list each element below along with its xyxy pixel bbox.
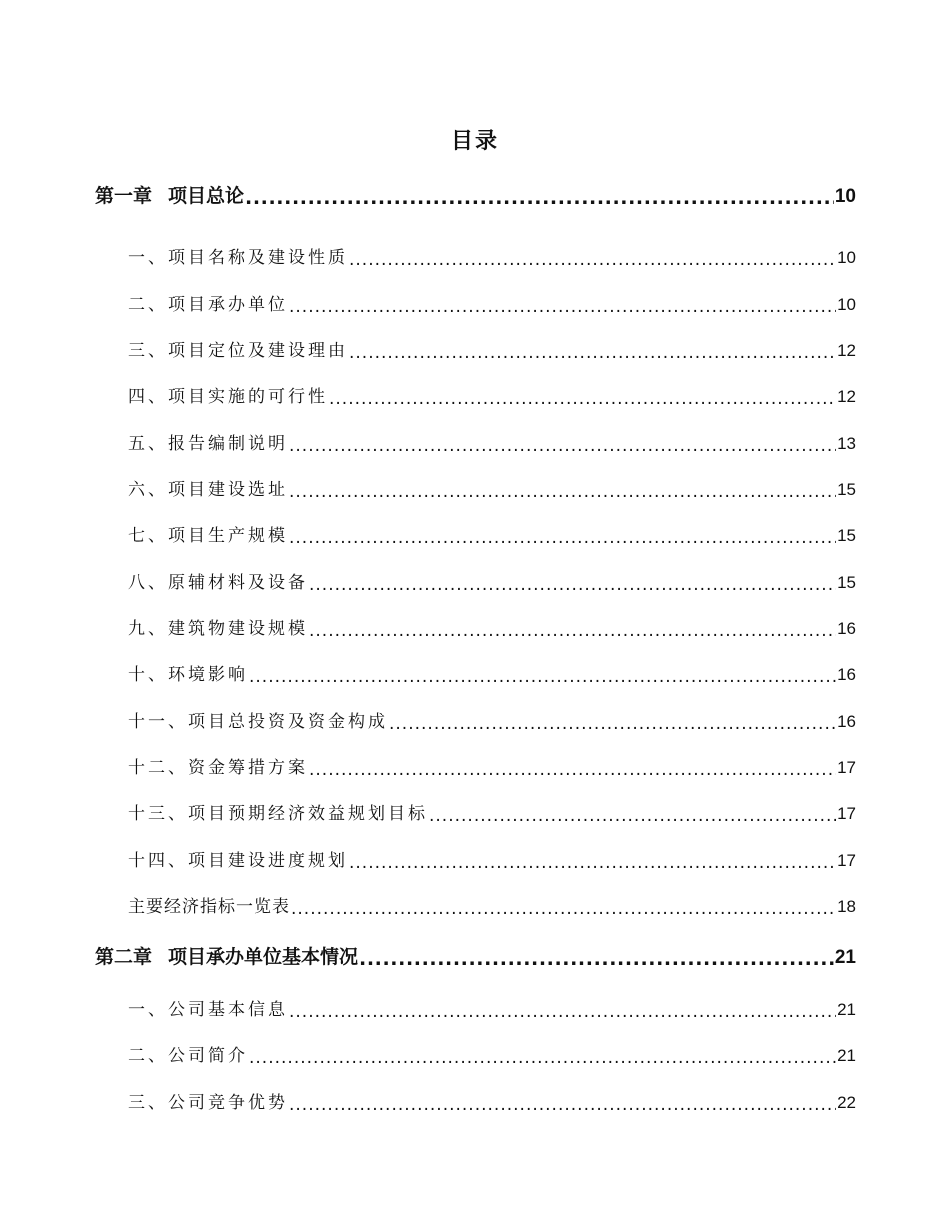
toc-entry-section[interactable] (128, 707, 856, 732)
toc-entry-chapter-1[interactable] (95, 181, 856, 208)
toc-entry-number: 三、 (128, 341, 168, 361)
toc-entry-number: 十二、 (128, 758, 188, 778)
toc-entry-label: 项目生产规模 (168, 526, 288, 546)
dot-leader (289, 436, 836, 453)
toc-entry-number: 九、 (128, 619, 168, 639)
toc-entry-label: 公司基本信息 (168, 1000, 288, 1020)
dot-leader (289, 528, 836, 545)
toc-entry-section[interactable] (128, 290, 856, 315)
toc-entry-page: 15 (837, 573, 856, 592)
toc-entry-page: 10 (837, 248, 856, 267)
toc-entry-section[interactable] (128, 614, 856, 639)
toc-entry-number: 八、 (128, 573, 168, 593)
toc-entry-page: 21 (837, 1000, 856, 1019)
toc-entry-number: 十一、 (128, 712, 188, 732)
toc-entry-number: 一、 (128, 1000, 168, 1020)
toc-entry-section[interactable] (128, 475, 856, 500)
toc-entry-section[interactable] (128, 1088, 856, 1113)
toc-entry-label: 项目承办单位基本情况 (168, 946, 359, 968)
toc-entry-label: 环境影响 (168, 665, 248, 685)
toc-entry-section[interactable] (128, 1041, 856, 1066)
toc-entry-section[interactable] (128, 753, 856, 778)
toc-entry-number: 一、 (128, 248, 168, 268)
toc-title: 目录 (450, 129, 499, 154)
toc-entry-number: 五、 (128, 434, 168, 454)
toc-entry-number: 二、 (128, 1046, 168, 1066)
toc-entry-number: 第一章 (95, 185, 153, 207)
toc-entry-label: 项目建设选址 (168, 480, 288, 500)
toc-entry-page: 10 (834, 186, 856, 207)
toc-entry-page: 13 (837, 434, 856, 453)
toc-entry-number: 六、 (128, 480, 168, 500)
toc-entry-label: 公司简介 (168, 1046, 248, 1066)
toc-entry-section[interactable] (128, 846, 856, 871)
toc-entry-label: 报告编制说明 (168, 434, 288, 454)
toc-entry-page: 22 (837, 1093, 856, 1112)
toc-entry-section[interactable] (128, 429, 856, 454)
dot-leader (329, 389, 836, 406)
toc-entry-label: 项目建设进度规划 (188, 851, 348, 871)
dot-leader (359, 948, 834, 967)
toc-entry-section[interactable] (128, 799, 856, 824)
toc-entry-label: 建筑物建设规模 (168, 619, 308, 639)
toc-entry-label: 项目承办单位 (168, 295, 288, 315)
toc-entry-section[interactable] (128, 995, 856, 1020)
dot-leader (289, 1002, 836, 1019)
dot-leader (245, 187, 834, 206)
toc-entry-page: 16 (837, 712, 856, 731)
toc-entry-page: 15 (837, 526, 856, 545)
toc-entry-number: 第二章 (95, 946, 153, 968)
toc-entry-number: 十三、 (128, 804, 188, 824)
dot-leader (349, 853, 836, 870)
toc-entry-page: 17 (837, 804, 856, 823)
toc-entry-page: 12 (837, 341, 856, 360)
dot-leader (289, 1095, 836, 1112)
toc-entry-label: 项目实施的可行性 (168, 387, 328, 407)
dot-leader (309, 575, 836, 592)
toc-entry-label: 主要经济指标一览表 (128, 897, 290, 917)
toc-entry-page: 10 (837, 295, 856, 314)
toc-entry-section[interactable] (128, 568, 856, 593)
toc-entry-number: 三、 (128, 1093, 168, 1113)
toc-entry-page: 15 (837, 480, 856, 499)
toc-entry-label: 项目总论 (168, 185, 245, 207)
toc-entry-section[interactable] (128, 336, 856, 361)
dot-leader (429, 806, 836, 823)
toc-entry-page: 16 (837, 665, 856, 684)
dot-leader (349, 343, 836, 360)
dot-leader (309, 621, 836, 638)
toc-entry-page: 16 (837, 619, 856, 638)
toc-entry-number: 十四、 (128, 851, 188, 871)
toc-entry-page: 12 (837, 387, 856, 406)
toc-entry-number: 二、 (128, 295, 168, 315)
toc-entry-label: 项目预期经济效益规划目标 (188, 804, 428, 824)
toc-entry-section[interactable] (128, 521, 856, 546)
dot-leader (249, 1048, 836, 1065)
toc-entry-number: 七、 (128, 526, 168, 546)
toc-entry-section[interactable] (128, 243, 856, 268)
toc-entry-section[interactable] (128, 660, 856, 685)
toc-entry-label: 原辅材料及设备 (168, 573, 308, 593)
toc-entry-plain[interactable] (128, 892, 856, 917)
dot-leader (249, 667, 836, 684)
toc-entry-chapter-2[interactable] (95, 942, 856, 969)
toc-entry-page: 21 (837, 1046, 856, 1065)
dot-leader (291, 899, 836, 916)
toc-entry-page: 18 (837, 897, 856, 916)
dot-leader (289, 297, 836, 314)
toc-entry-label: 项目名称及建设性质 (168, 248, 348, 268)
toc-entry-page: 17 (837, 851, 856, 870)
toc-entry-page: 21 (834, 947, 856, 968)
toc-entry-label: 公司竞争优势 (168, 1093, 288, 1113)
toc-entry-number: 四、 (128, 387, 168, 407)
toc-entry-number: 十、 (128, 665, 168, 685)
toc-entry-section[interactable] (128, 382, 856, 407)
toc-entry-label: 项目总投资及资金构成 (188, 712, 388, 732)
dot-leader (389, 714, 836, 731)
toc-entry-label: 资金筹措方案 (188, 758, 308, 778)
toc-entry-label: 项目定位及建设理由 (168, 341, 348, 361)
dot-leader (289, 482, 836, 499)
dot-leader (349, 250, 836, 267)
toc-entry-page: 17 (837, 758, 856, 777)
dot-leader (309, 760, 836, 777)
